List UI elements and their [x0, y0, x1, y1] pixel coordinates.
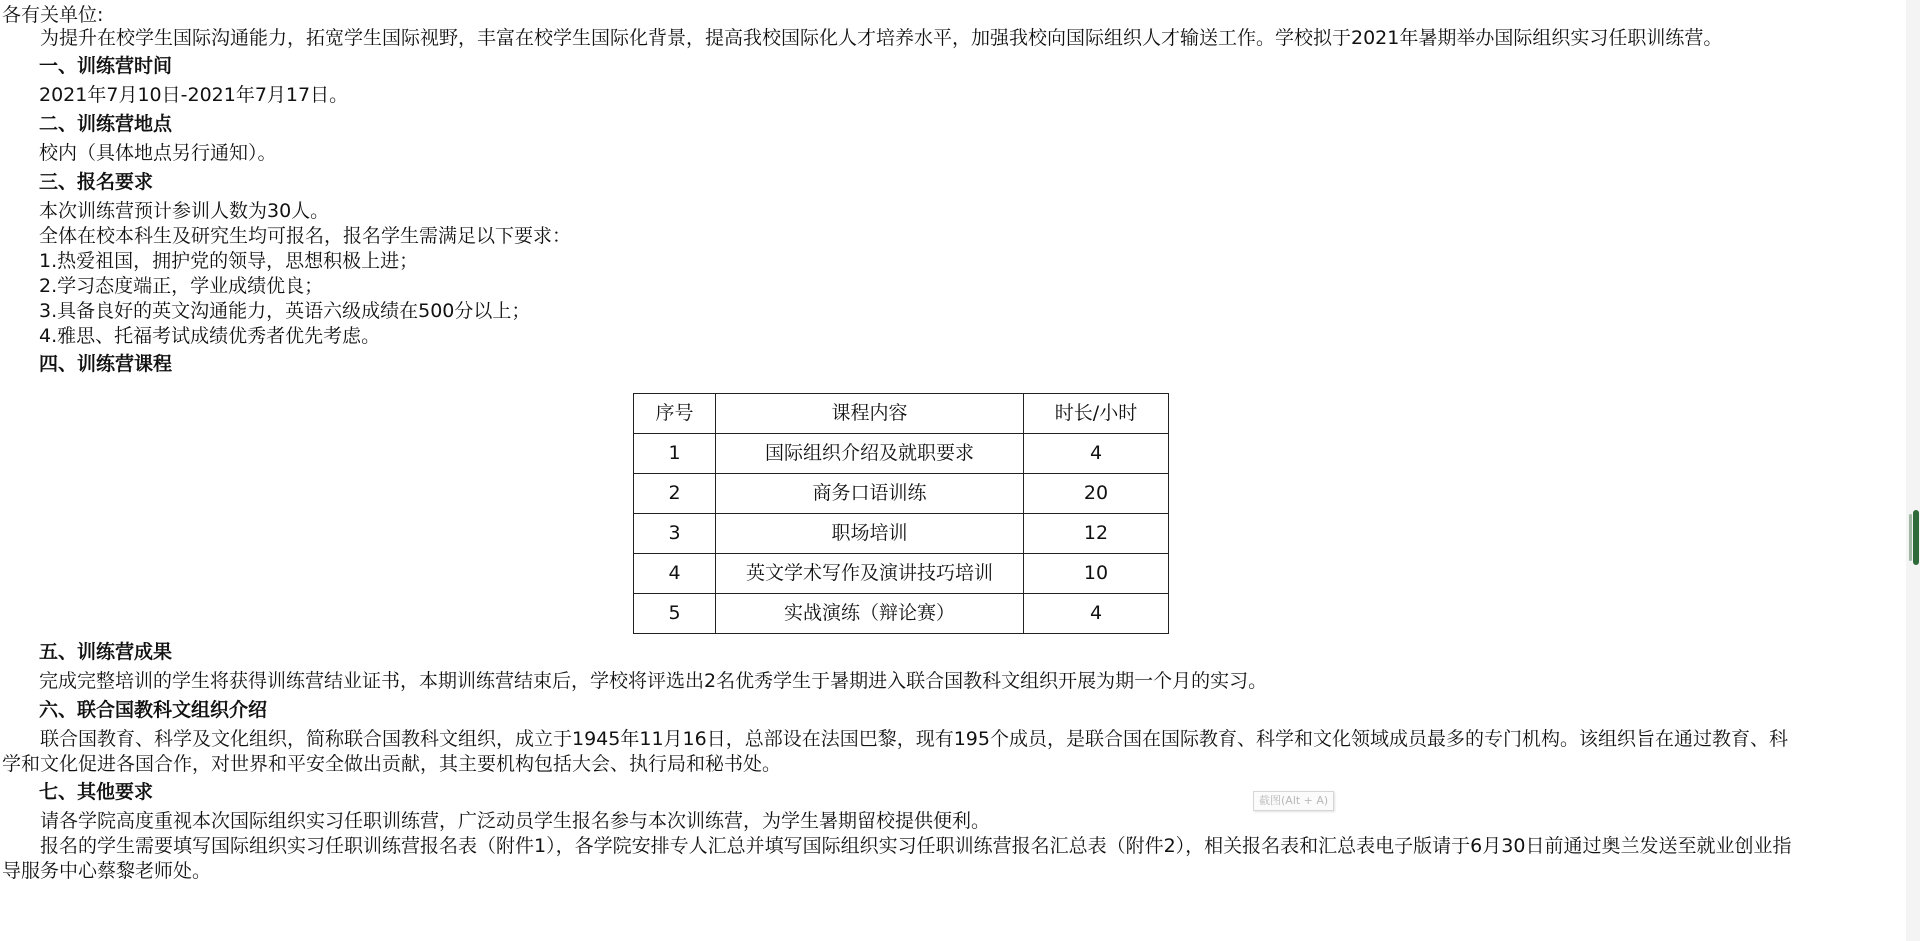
section-heading-time: 一、训练营时间: [39, 55, 173, 77]
section-text-location: 校内（具体地点另行通知）。: [39, 142, 277, 164]
section-heading-unesco: 六、联合国教科文组织介绍: [39, 699, 268, 721]
table-header-cell: 课程内容: [716, 394, 1024, 434]
section-heading-results: 五、训练营成果: [39, 641, 173, 663]
table-cell: 12: [1024, 514, 1169, 554]
table-cell: 20: [1024, 474, 1169, 514]
scrollbar-thumb[interactable]: [1913, 510, 1919, 565]
requirement-line: 全体在校本科生及研究生均可报名，报名学生需满足以下要求：: [39, 225, 572, 247]
table-cell: 实战演练（辩论赛）: [716, 594, 1024, 634]
course-table-wrapper: [633, 393, 1800, 634]
requirement-line: 2.学习态度端正，学业成绩优良；: [39, 275, 324, 297]
table-row: [634, 514, 1169, 554]
scrollbar-thumb-shadow: [1909, 514, 1912, 561]
table-cell: 英文学术写作及演讲技巧培训: [716, 554, 1024, 594]
section-heading-courses: 四、训练营课程: [39, 353, 173, 375]
table-cell: 5: [634, 594, 716, 634]
table-header-row: [634, 394, 1169, 434]
section-heading-location: 二、训练营地点: [39, 113, 173, 135]
table-header-cell: 序号: [634, 394, 716, 434]
table-cell: 4: [1024, 594, 1169, 634]
requirement-line: 4.雅思、托福考试成绩优秀者优先考虑。: [39, 325, 381, 347]
table-row: [634, 594, 1169, 634]
table-row: [634, 434, 1169, 474]
requirement-line: 3.具备良好的英文沟通能力，英语六级成绩在500分以上；: [39, 300, 531, 322]
requirement-line: 本次训练营预计参训人数为30人。: [39, 200, 330, 222]
requirement-line: 1.热爱祖国，拥护党的领导，思想积极上进；: [39, 250, 419, 272]
table-cell: 2: [634, 474, 716, 514]
other-requirement-line: 请各学院高度重视本次国际组织实习任职训练营，广泛动员学生报名参与本次训练营，为学生暑期留校提供便利。: [40, 810, 991, 832]
table-cell: 1: [634, 434, 716, 474]
table-row: [634, 474, 1169, 514]
section-text-unesco: 联合国教育、科学及文化组织，简称联合国教科文组织，成立于1945年11月16日，总部设在法国巴黎，现有195个成员，是联合国在国际教育、科学和文化领域成员最多的专门机构。该组织旨在通过教育、科学和文化促进各国合作，对世界和平安全做出贡献，其主要机构包括大会、执行局和秘书处。: [2, 728, 1788, 775]
section-heading-requirements: 三、报名要求: [39, 171, 154, 193]
table-cell: 国际组织介绍及就职要求: [716, 434, 1024, 474]
table-cell: 4: [634, 554, 716, 594]
section-text-results: 完成完整培训的学生将获得训练营结业证书，本期训练营结束后，学校将评选出2名优秀学生于暑期进入联合国教科文组织开展为期一个月的实习。: [39, 670, 1268, 692]
intro-paragraph: 为提升在校学生国际沟通能力，拓宽学生国际视野，丰富在校学生国际化背景，提高我校国际化人才培养水平，加强我校向国际组织人才输送工作。学校拟于2021年暑期举办国际组织实习任职训练营。: [40, 27, 1723, 49]
table-cell: 10: [1024, 554, 1169, 594]
table-row: [634, 554, 1169, 594]
salutation: 各有关单位:: [2, 4, 104, 26]
section-text-time: 2021年7月10日-2021年7月17日。: [39, 84, 349, 106]
course-table: [633, 393, 1169, 634]
other-requirement-line: 报名的学生需要填写国际组织实习任职训练营报名表（附件1），各学院安排专人汇总并填写国际组织实习任职训练营报名汇总表（附件2），相关报名表和汇总表电子版请于6月30日前通过奥兰发送至就业创业指导服务中心蔡黎老师处。: [2, 835, 1792, 882]
table-cell: 4: [1024, 434, 1169, 474]
section-heading-other: 七、其他要求: [39, 781, 154, 803]
table-cell: 职场培训: [716, 514, 1024, 554]
table-cell: 3: [634, 514, 716, 554]
table-header-cell: 时长/小时: [1024, 394, 1169, 434]
vertical-scrollbar[interactable]: [1906, 0, 1920, 941]
table-cell: 商务口语训练: [716, 474, 1024, 514]
screenshot-tooltip: 截图(Alt + A): [1253, 791, 1334, 811]
